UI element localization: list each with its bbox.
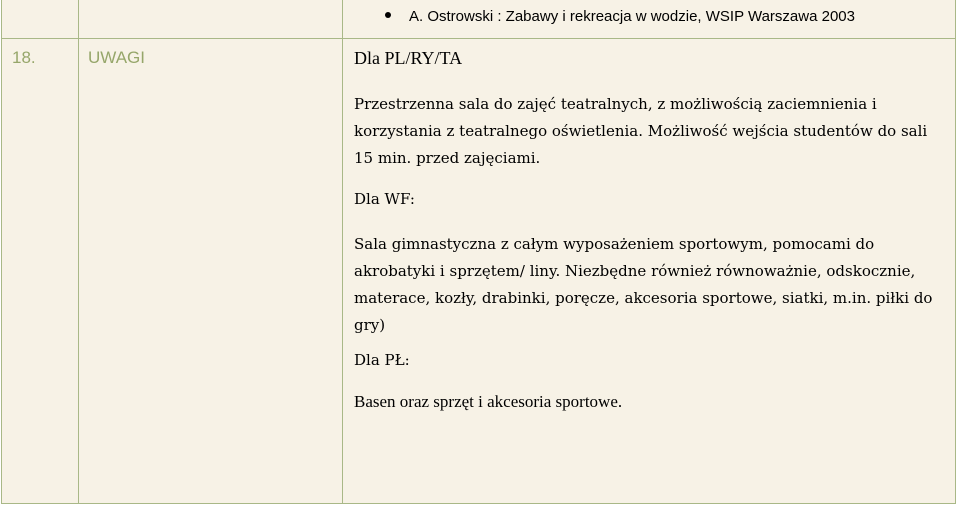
column-divider: [342, 0, 343, 38]
bibliography-text: A. Ostrowski : Zabawy i rekreacja w wodzie, WSIP Warszawa 2003: [409, 8, 855, 25]
column-divider: [78, 39, 79, 503]
column-divider: [342, 39, 343, 503]
bibliography-item: [385, 8, 855, 25]
heading-wf: Dla WF:: [354, 190, 415, 208]
paragraph-gym: Sala gimnastyczna z całym wyposażeniem sportowym, pomocami do akrobatyki i sprzętem/ liny. Niezbędne również równoważnie, odskocznie, materace, kozły, drabinki, poręcze, akcesoria sportowe, siatki, m.in. piłki do gry): [354, 235, 933, 334]
heading-pl-ry-ta: Dla PL/RY/TA: [354, 48, 463, 68]
paragraph-theatre-room: Przestrzenna sala do zajęć teatralnych, z możliwością zaciemnienia i korzystania z teatralnego oświetlenia. Możliwość wejścia studentów do sali 15 min. przed zajęciami.: [354, 95, 928, 167]
row-label: UWAGI: [88, 48, 145, 67]
bullet-icon: [385, 12, 391, 18]
heading-pl: Dla PŁ:: [354, 351, 410, 369]
row-number: 18.: [12, 48, 36, 67]
paragraph-pool: Basen oraz sprzęt i akcesoria sportowe.: [354, 392, 623, 411]
column-divider: [78, 0, 79, 38]
notes-cell: [354, 48, 944, 415]
